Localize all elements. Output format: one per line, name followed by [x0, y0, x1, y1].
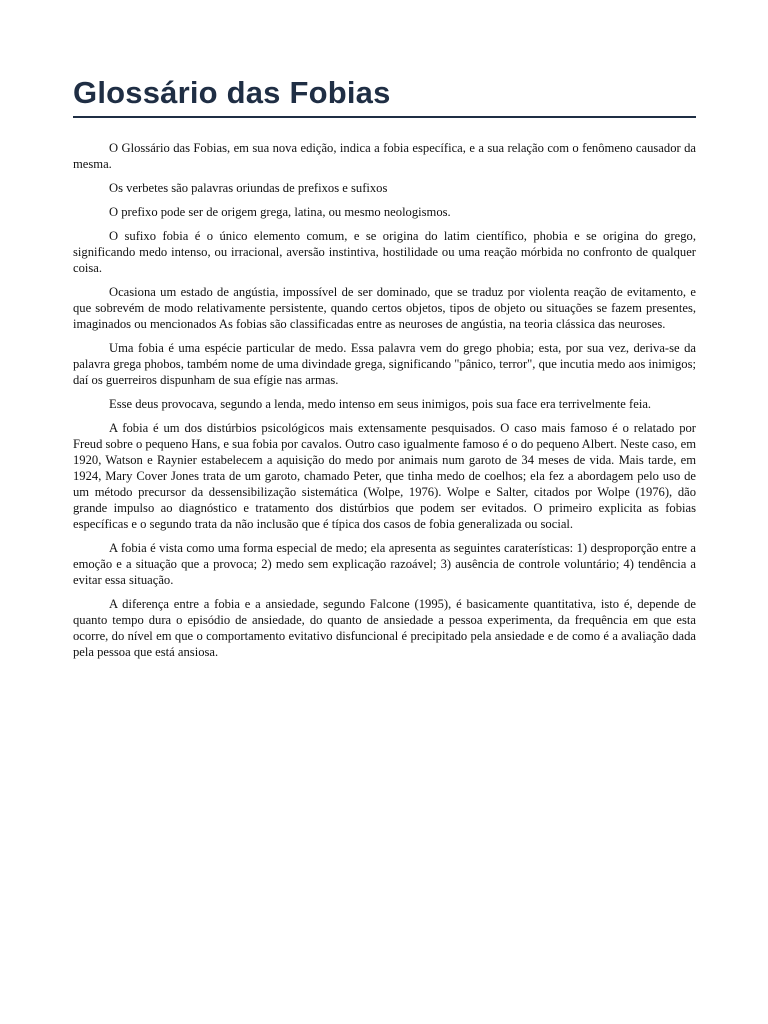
paragraph-4: O sufixo fobia é o único elemento comum, e se origina do latim científico, phobia e se origina do grego, significando medo intenso, ou irracional, aversão instintiva, hostilidade ou uma reação mórbida no confronto de qualquer coisa.: [73, 229, 696, 275]
document-body: [73, 140, 696, 660]
paragraph-2: Os verbetes são palavras oriundas de prefixos e sufixos: [109, 181, 388, 195]
paragraph-6: Uma fobia é uma espécie particular de medo. Essa palavra vem do grego phobia; esta, por sua vez, deriva-se da palavra grega phobos, também nome de uma divindade grega, significando "pânico, terror", que incutia medo aos inimigos; daí os guerreiros dispunham de sua efígie nas armas.: [73, 341, 696, 387]
paragraph-7: Esse deus provocava, segundo a lenda, medo intenso em seus inimigos, pois sua face era terrivelmente feia.: [109, 397, 652, 411]
paragraph-10: A diferença entre a fobia e a ansiedade, segundo Falcone (1995), é basicamente quantitativa, isto é, depende de quanto tempo dura o episódio de ansiedade, do quanto de ansiedade a pessoa experimenta, da frequência em que esta ocorre, do nível em que o comportamento evitativo disfuncional é precipitado pela ansiedade e de como é a avaliação dada pela pessoa que está ansiosa.: [73, 597, 696, 659]
paragraph-5: Ocasiona um estado de angústia, impossível de ser dominado, que se traduz por violenta reação de evitamento, e que sobrevém de modo relativamente persistente, quando certos objetos, tipos de objeto ou situações se fazem presentes, imaginados ou mencionados As fobias são classificadas entre as neuroses de angústia, na teoria clássica das neuroses.: [73, 285, 696, 331]
paragraph-8: A fobia é um dos distúrbios psicológicos mais extensamente pesquisados. O caso mais famoso é o relatado por Freud sobre o pequeno Hans, e sua fobia por cavalos. Outro caso igualmente famoso é o do pequeno Albert. Neste caso, em 1920, Watson e Raynier estabelecem a aquisição do medo por animais num garoto de 34 meses de vida. Mais tarde, em 1924, Mary Cover Jones trata de um garoto, chamado Peter, que tinha medo de coelhos; ela fez a abordagem pelo uso de um método precursor da dessensibilização sistemática (Wolpe, 1976). Wolpe e Salter, citados por Wolpe (1976), dão grande impulso ao diagnóstico e tratamento dos distúrbios que podem ser evitados. O primeiro explicita as fobias específicas e o segundo trata da não inclusão que é típica dos casos de fobia generalizada ou social.: [73, 421, 696, 531]
page-title: Glossário das Fobias: [73, 74, 696, 118]
paragraph-1: O Glossário das Fobias, em sua nova edição, indica a fobia específica, e a sua relação com o fenômeno causador da mesma.: [73, 141, 696, 171]
paragraph-9: A fobia é vista como uma forma especial de medo; ela apresenta as seguintes caraterísticas: 1) desproporção entre a emoção e a situação que a provoca; 2) medo sem explicação razoável; 3) ausência de controle voluntário; 4) tendência a evitar essa situação.: [73, 541, 696, 587]
document-page: [73, 74, 696, 668]
paragraph-3: O prefixo pode ser de origem grega, latina, ou mesmo neologismos.: [109, 205, 451, 219]
